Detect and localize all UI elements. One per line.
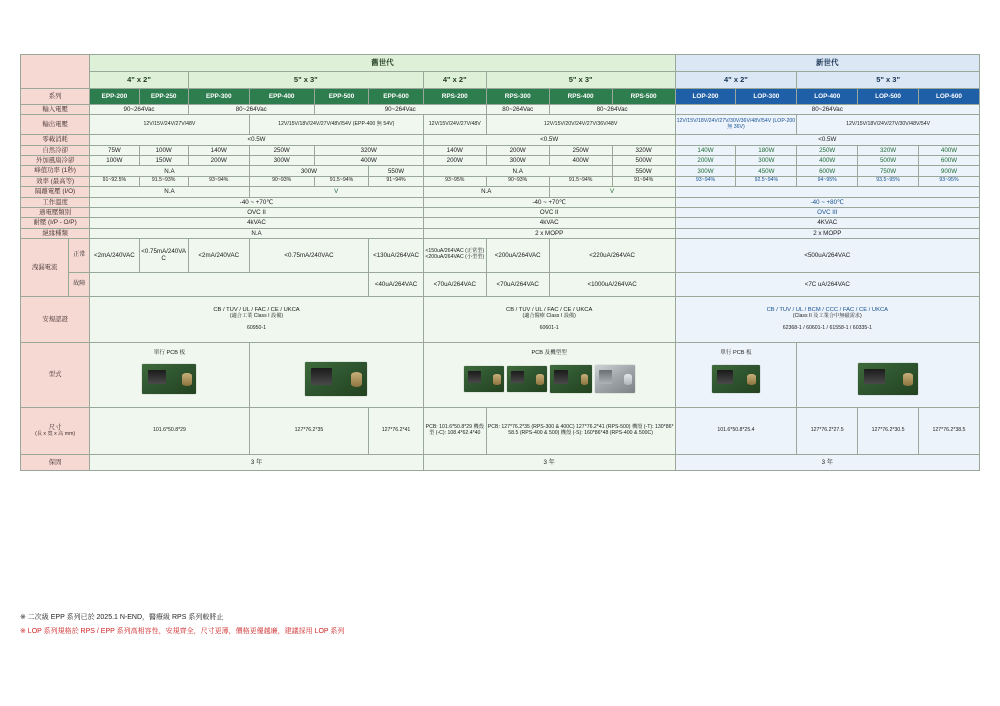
overvoltage-row [21, 207, 980, 217]
convection-old-5: 140W [423, 145, 486, 155]
forced-new-3: 500W [858, 156, 919, 166]
leak-fault-old-0: <40uA/264VAC [369, 272, 424, 296]
peak-new-1: 450W [736, 166, 797, 176]
type-photos-old-left [90, 342, 249, 407]
leakage-normal-row [21, 238, 980, 272]
type-old-right-label: PCB 及機型型 [531, 349, 567, 356]
isolation-old-right: N.A [423, 187, 549, 197]
warranty-row [21, 454, 980, 470]
convection-old-3: 250W [249, 145, 314, 155]
row-label-dielectric: 耐壓 (I/P - O/P) [21, 218, 90, 228]
efficiency-new-1: 92.5~94% [736, 176, 797, 186]
row-label-dimension [21, 407, 90, 454]
forced-old-2: 200W [188, 156, 249, 166]
product-photo-rps-200 [464, 366, 504, 392]
dimension-new-2: 127*76.2*30.5 [858, 407, 919, 454]
peak-new-2: 600W [797, 166, 858, 176]
leak-normal-old-0: <2mA/240VAC [90, 238, 139, 272]
leak-fault-old-2: <70uA/264VAC [486, 272, 549, 296]
dimension-new-3: 127*76.2*38.5 [918, 407, 979, 454]
op-temp-old-left: -40 ~ +70℃ [90, 197, 424, 207]
type-photos-old-mid [249, 342, 423, 407]
leakage-fault-row [21, 272, 980, 296]
efficiency-new-0: 93~94% [675, 176, 736, 186]
forced-old-3: 300W [249, 156, 314, 166]
model-epp-200: EPP-200 [90, 89, 139, 105]
dimension-old-4: PCB: 127*76.2*35 (RPS-300 & 400C) 127*76.2*41 (RPS-500) 機殼 (-T): 130*86*58.5 (RPS-400 & 500) 機殼 (-S): 160*86*48 (RPS-400 & 500C) [486, 407, 675, 454]
safety-old-left [90, 296, 424, 342]
safety-old-right-std: 60601-1 [539, 324, 559, 331]
no-load-new: <0.5W [675, 135, 979, 145]
row-label-type: 型式 [21, 342, 90, 407]
photo-group-lop-small [677, 356, 796, 402]
convection-old-7: 250W [549, 145, 612, 155]
dielectric-row [21, 218, 980, 228]
forced-old-4: 400W [314, 156, 423, 166]
leak-normal-old-2: <2mA/240VAC [188, 238, 249, 272]
warranty-old-right: 3 年 [423, 454, 675, 470]
convection-new-4: 400W [918, 145, 979, 155]
input-voltage-old-3: 80~264Vac [486, 105, 549, 115]
model-epp-400: EPP-400 [249, 89, 314, 105]
dimension-old-1: 127*76.2*35 [249, 407, 369, 454]
forced-row [21, 156, 980, 166]
leak-fault-new: <7C uA/264VAC [675, 272, 979, 296]
efficiency-new-3: 93.5~95% [858, 176, 919, 186]
efficiency-new-2: 94~95% [797, 176, 858, 186]
dielectric-new: 4KVAC [675, 218, 979, 228]
form-factor-new-0: 4" x 2" [675, 72, 797, 89]
type-photos-new-left [675, 342, 797, 407]
input-voltage-old-0: 90~264Vac [90, 105, 189, 115]
forced-new-4: 600W [918, 156, 979, 166]
row-label-op-temp: 工作溫度 [21, 197, 90, 207]
generation-new: 新世代 [675, 55, 979, 72]
type-photos-new-right [797, 342, 980, 407]
leak-normal-old-5: <150uA/264VAC (正常型) <200uA/264VAC (小型型) [423, 238, 486, 272]
forced-old-0: 100W [90, 156, 139, 166]
row-label-isolation: 隔離電壓 (I/O) [21, 187, 90, 197]
safety-new [675, 296, 979, 342]
peak-new-3: 750W [858, 166, 919, 176]
dimension-new-0: 101.6*50.8*25.4 [675, 407, 797, 454]
forced-old-6: 200W [423, 156, 486, 166]
warranty-new: 3 年 [675, 454, 979, 470]
model-epp-300: EPP-300 [188, 89, 249, 105]
insulation-old2: 2 x MOPP [423, 228, 675, 238]
row-label-no-load: 零載消耗 [21, 135, 90, 145]
input-voltage-row [21, 105, 980, 115]
convection-row [21, 145, 980, 155]
efficiency-old-7: 90~93% [486, 176, 549, 186]
no-load-old-0: <0.5W [90, 135, 424, 145]
efficiency-old-1: 91.5~93% [139, 176, 188, 186]
isolation-row [21, 187, 980, 197]
row-label-leak-fault: 故障 [69, 272, 90, 296]
safety-old-right-text: CB / TUV / UL / FAC / CE / UKCA [506, 307, 593, 314]
safety-old-left-sub: (適合工業 Class I 設備) [229, 312, 284, 319]
insulation-new: 2 x MOPP [675, 228, 979, 238]
footnote-2-text: ※ LOP 系列規格於 RPS / EPP 系列高相容性，安規齊全，尺寸更薄，價格更優越廉，建議採用 LOP 系列 [20, 628, 345, 635]
output-voltage-old-a: 12V/15V/24V/27V/48V [90, 115, 249, 135]
product-photo-rps-300 [507, 366, 547, 392]
forced-new-0: 200W [675, 156, 736, 166]
model-lop-300: LOP-300 [736, 89, 797, 105]
efficiency-row [21, 176, 980, 186]
leak-normal-old-3: <0.75mA/240VAC [249, 238, 369, 272]
row-label-peak: 峰值功率 (1秒) [21, 166, 90, 176]
forced-old-1: 150W [139, 156, 188, 166]
peak-old-2: 550W [369, 166, 424, 176]
convection-old-6: 200W [486, 145, 549, 155]
row-label-overvoltage: 過電壓類別 [21, 207, 90, 217]
convection-new-0: 140W [675, 145, 736, 155]
isolation-old-far: V [549, 187, 675, 197]
row-label-insulation: 絕緣種類 [21, 228, 90, 238]
forced-old-7: 300W [486, 156, 549, 166]
efficiency-old-8: 91.5~94% [549, 176, 612, 186]
output-voltage-row [21, 115, 980, 135]
photo-group-epp-large [251, 356, 422, 402]
type-photos-old-right [423, 342, 675, 407]
convection-new-3: 320W [858, 145, 919, 155]
peak-new-0: 300W [675, 166, 736, 176]
footnote-2 [20, 626, 344, 636]
dielectric-old: 4kVAC [90, 218, 424, 228]
forced-new-1: 300W [736, 156, 797, 166]
safety-old-left-std: 60950-1 [246, 324, 267, 331]
generation-old: 舊世代 [90, 55, 675, 72]
model-rps-200: RPS-200 [423, 89, 486, 105]
convection-old-1: 100W [139, 145, 188, 155]
efficiency-old-6: 93~95% [423, 176, 486, 186]
corner-blank [21, 55, 90, 89]
safety-new-text: CB / TUV / UL / BCM / CCC / FAC / CE / UKCA [766, 307, 888, 314]
photo-group-lop-large [798, 356, 978, 402]
output-voltage-new-b: 12V/15V/18V/24V/27V/30V/48V/54V [797, 115, 980, 135]
series-row [21, 89, 980, 105]
row-label-forced: 外加風扇冷卻 [21, 156, 90, 166]
forced-old-8: 400W [549, 156, 612, 166]
row-label-dimension-sub: (長 x 寬 x 高 mm) [35, 430, 76, 437]
leak-fault-old-1: <70uA/264VAC [423, 272, 486, 296]
peak-old-1: 300W [249, 166, 369, 176]
efficiency-new-4: 93~95% [918, 176, 979, 186]
isolation-old-mid: V [249, 187, 423, 197]
overvoltage-old: OVC II [90, 207, 424, 217]
leak-normal-new: <500uA/264VAC [675, 238, 979, 272]
no-load-old-1: <0.5W [423, 135, 675, 145]
form-factor-old-2: 4" x 2" [423, 72, 486, 89]
efficiency-old-9: 91~94% [612, 176, 675, 186]
dimension-row [21, 407, 980, 454]
insulation-row [21, 228, 980, 238]
peak-row [21, 166, 980, 176]
output-voltage-new-a: 12V/15V/18V/24V/27V/30V/36V/48V/54V (LOP-200 無 36V) [675, 115, 797, 135]
form-factor-new-1: 5" x 3" [797, 72, 980, 89]
model-lop-400: LOP-400 [797, 89, 858, 105]
peak-old-3: N.A [423, 166, 612, 176]
type-old-left-label: 單行 PCB 板 [153, 349, 186, 356]
safety-old-right-sub: (適合醫療 Class I 設備) [522, 312, 576, 319]
leak-fault-blank [90, 272, 369, 296]
dimension-new-1: 127*76.2*27.5 [797, 407, 858, 454]
model-epp-250: EPP-250 [139, 89, 188, 105]
peak-new-4: 900W [918, 166, 979, 176]
convection-new-2: 250W [797, 145, 858, 155]
output-voltage-old-c: 12V/15V/24V/27V/48V [423, 115, 486, 135]
efficiency-old-0: 91~92.5% [90, 176, 139, 186]
convection-old-2: 140W [188, 145, 249, 155]
row-label-leakage: 洩漏電流 [21, 238, 69, 296]
output-voltage-old-e: 12V/15V/20V/24V/27V/36V/48V [486, 115, 675, 135]
dimension-old-0: 101.6*50.8*29 [90, 407, 249, 454]
isolation-new [675, 187, 979, 197]
form-factor-old-0: 4" x 2" [90, 72, 189, 89]
input-voltage-old-2: 90~264Vac [314, 105, 486, 115]
convection-old-4: 320W [314, 145, 423, 155]
product-photo-lop-200 [712, 365, 760, 393]
safety-new-std: 62368-1 / 60601-1 / 61558-1 / 60335-1 [782, 324, 872, 331]
model-rps-300: RPS-300 [486, 89, 549, 105]
forced-old-9: 500W [612, 156, 675, 166]
row-label-warranty: 保固 [21, 454, 90, 470]
warranty-old-left: 3 年 [90, 454, 424, 470]
no-load-row [21, 135, 980, 145]
output-voltage-old-b: 12V/15V/18V/24V/27V/48V/54V (EPP-400 無 54V) [249, 115, 423, 135]
convection-old-0: 75W [90, 145, 139, 155]
photo-group-rps [425, 356, 674, 402]
op-temp-new: -40 ~ +80℃ [675, 197, 979, 207]
row-label-efficiency: 效率 (最高等) [21, 176, 90, 186]
comparison-table [20, 54, 980, 471]
forced-new-2: 400W [797, 156, 858, 166]
model-epp-600: EPP-600 [369, 89, 424, 105]
row-label-leak-normal: 正常 [69, 238, 90, 272]
row-label-output-voltage: 輸出電壓 [21, 115, 90, 135]
model-epp-500: EPP-500 [314, 89, 369, 105]
product-photo-epp-500 [305, 362, 367, 396]
leak-normal-old-6: <200uA/264VAC [486, 238, 549, 272]
generation-row [21, 55, 980, 72]
leak-normal-old-1: <0.75mA/240VAC [139, 238, 188, 272]
overvoltage-new: OVC III [675, 207, 979, 217]
footnote-1: ※ 二次級 EPP 系列已於 2025.1 N-END，醫療級 RPS 系列較將止 [20, 614, 224, 621]
input-voltage-old-4: 80~264Vac [549, 105, 675, 115]
input-voltage-new: 80~264Vac [675, 105, 979, 115]
overvoltage-old2: OVC II [423, 207, 675, 217]
peak-old-0: N.A [90, 166, 249, 176]
model-lop-200: LOP-200 [675, 89, 736, 105]
convection-old-8: 320W [612, 145, 675, 155]
type-row [21, 342, 980, 407]
safety-new-sub: (Class II 及工業合中無磁需求) [792, 312, 862, 319]
input-voltage-old-1: 80~264Vac [188, 105, 314, 115]
op-temp-row [21, 197, 980, 207]
efficiency-old-5: 91~94% [369, 176, 424, 186]
peak-old-4: 550W [612, 166, 675, 176]
row-label-series: 系列 [21, 89, 90, 105]
form-factor-old-1: 5" x 3" [188, 72, 423, 89]
efficiency-old-2: 93~94% [188, 176, 249, 186]
model-rps-500: RPS-500 [612, 89, 675, 105]
product-photo-epp-200 [142, 364, 196, 394]
model-lop-500: LOP-500 [858, 89, 919, 105]
leak-fault-old-3: <1000uA/264VAC [549, 272, 675, 296]
dimension-old-3: PCB: 101.6*50.8*29 機殼型 (-C): 108.4*62.4*40 [423, 407, 486, 454]
efficiency-old-3: 90~93% [249, 176, 314, 186]
insulation-old: N.A [90, 228, 424, 238]
product-photo-lop-500 [858, 363, 918, 395]
safety-row [21, 296, 980, 342]
op-temp-old-right: -40 ~ +70℃ [423, 197, 675, 207]
model-rps-400: RPS-400 [549, 89, 612, 105]
dimension-old-2: 127*76.2*41 [369, 407, 424, 454]
row-label-convection: 自然冷卻 [21, 145, 90, 155]
form-factor-row [21, 72, 980, 89]
product-photo-rps-400 [550, 365, 592, 393]
photo-group-epp-small [91, 356, 247, 402]
efficiency-old-4: 91.5~94% [314, 176, 369, 186]
type-new-label: 單行 PCB 板 [720, 349, 752, 356]
safety-old-right [423, 296, 675, 342]
dielectric-old2: 4kVAC [423, 218, 675, 228]
leak-normal-old-7: <220uA/264VAC [549, 238, 675, 272]
row-label-input-voltage: 輸入電壓 [21, 105, 90, 115]
form-factor-old-3: 5" x 3" [486, 72, 675, 89]
product-photo-rps-500-case [595, 365, 635, 393]
model-lop-600: LOP-600 [918, 89, 979, 105]
row-label-dimension-main: 尺寸 [48, 424, 62, 432]
safety-old-left-text: CB / TUV / UL / FAC / CE / UKCA [213, 307, 300, 314]
leak-normal-old-4: <130uA/264VAC [369, 238, 424, 272]
convection-new-1: 180W [736, 145, 797, 155]
isolation-old-left: N.A [90, 187, 249, 197]
row-label-safety: 安規認證 [21, 296, 90, 342]
